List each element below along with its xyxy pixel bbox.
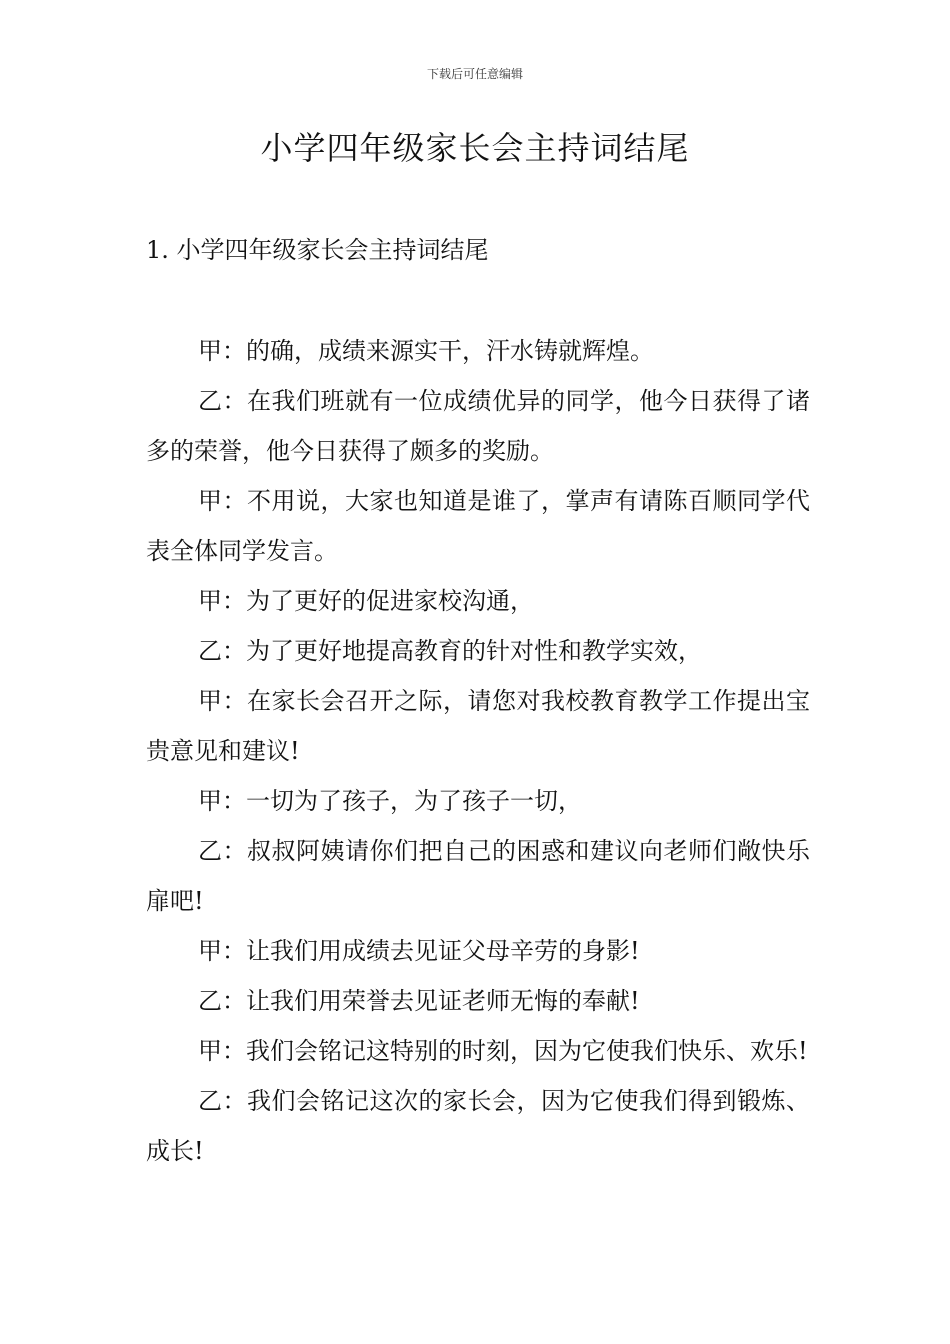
dialogue-paragraph: 乙：为了更好地提高教育的针对性和教学实效， [198,637,702,665]
dialogue-paragraph: 甲：不用说，大家也知道是谁了，掌声有请陈百顺同学代表全体同学发言。 [146,487,810,565]
dialogue-paragraph: 甲：我们会铭记这特别的时刻，因为它使我们快乐、欢乐! [198,1037,808,1065]
dialogue-paragraph: 乙：让我们用荣誉去见证老师无悔的奉献! [198,987,640,1015]
section-heading: 1. 小学四年级家长会主持词结尾 [146,236,489,264]
dialogue-paragraph: 甲：在家长会召开之际，请您对我校教育教学工作提出宝贵意见和建议! [146,687,810,765]
dialogue-paragraph: 甲：为了更好的促进家校沟通， [198,587,534,615]
dialogue-paragraph: 乙：我们会铭记这次的家长会，因为它使我们得到锻炼、成长! [146,1087,810,1165]
document-title: 小学四年级家长会主持词结尾 [260,129,690,167]
dialogue-paragraph: 乙：叔叔阿姨请你们把自己的困惑和建议向老师们敞快乐扉吧! [146,837,810,915]
dialogue-body [146,326,810,1176]
dialogue-paragraph: 甲：的确，成绩来源实干，汗水铸就辉煌。 [198,337,654,365]
header-note: 下载后可任意编辑 [426,67,523,81]
dialogue-paragraph: 乙：在我们班就有一位成绩优异的同学，他今日获得了诸多的荣誉，他今日获得了颇多的奖励。 [146,387,810,465]
dialogue-paragraph: 甲：一切为了孩子，为了孩子一切， [198,787,582,815]
dialogue-paragraph: 甲：让我们用成绩去见证父母辛劳的身影! [198,937,640,965]
